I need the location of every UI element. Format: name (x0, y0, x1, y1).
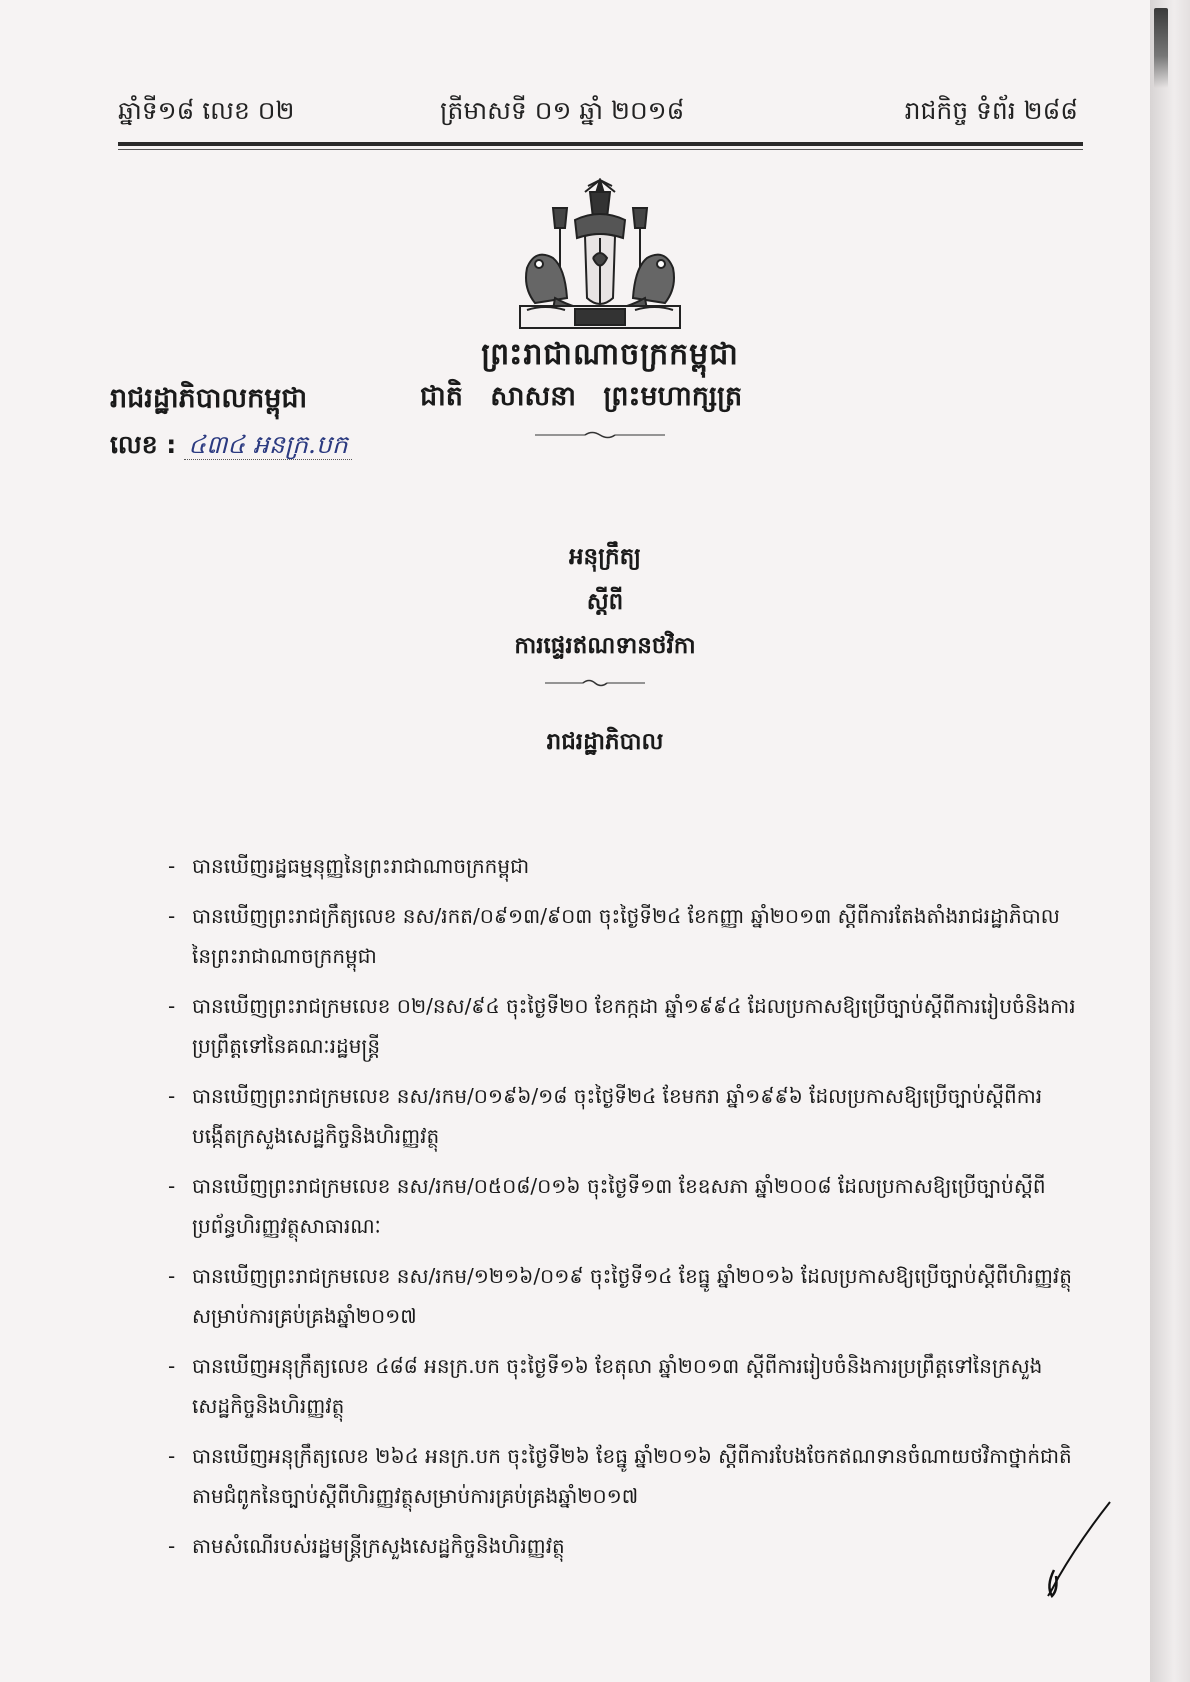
list-item: - បានឃើញព្រះរាជក្រមលេខ ០២/នស/៩៤ ចុះថ្ងៃទី២០ ខែកក្កដា ឆ្នាំ១៩៩៤ ដែលប្រកាសឱ្យប្រើច្បាប់ស្តីពីការរៀបចំនិងការប្រព្រឹត្តទៅនៃគណៈរដ្ឋមន្ត្រី (168, 986, 1078, 1066)
initials-signature (1040, 1500, 1115, 1600)
list-item: - បានឃើញព្រះរាជក្រមលេខ នស/រកម/១២១៦/០១៩ ចុះថ្ងៃទី១៤ ខែធ្នូ ឆ្នាំ២០១៦ ដែលប្រកាសឱ្យប្រើច្បាប់ស្តីពីហិរញ្ញវត្ថុសម្រាប់ការគ្រប់គ្រងឆ្នាំ២០១៧ (168, 1256, 1078, 1336)
gazette-quarter: ត្រីមាសទី ០១ ឆ្នាំ ២០១៨ (440, 96, 685, 125)
royal-arms-emblem (515, 178, 685, 338)
document-number-value: ៤៣៤ អនក្រ.បក (184, 430, 351, 460)
document-type: អនុក្រឹត្យ (568, 544, 642, 570)
list-item: - បានឃើញរដ្ឋធម្មនុញ្ញនៃព្រះរាជាណាចក្រកម្ពុជា (168, 846, 1078, 886)
header-rule-thin (118, 149, 1083, 150)
list-item: - បានឃើញអនុក្រឹត្យលេខ ២៦៤ អនក្រ.បក ចុះថ្ងៃទី២៦ ខែធ្នូ ឆ្នាំ២០១៦ ស្តីពីការបែងចែកឥណទានចំណាយថវិកាថ្នាក់ជាតិតាមជំពូកនៃច្បាប់ស្តីពីហិរញ្ញវត្ថុសម្រាប់ការគ្រប់គ្រងឆ្នាំ២០១៧ (168, 1436, 1078, 1516)
list-item: - បានឃើញអនុក្រឹត្យលេខ ៤៨៨ អនក្រ.បក ចុះថ្ងៃទី១៦ ខែតុលា ឆ្នាំ២០១៣ ស្តីពីការរៀបចំនិងការប្រព្រឹត្តទៅនៃក្រសួងសេដ្ឋកិច្ចនិងហិរញ្ញវត្ថុ (168, 1346, 1078, 1426)
scan-edge-mark (1154, 8, 1168, 88)
gazette-page-number: រាជកិច្ច ទំព័រ ២៨៨ (904, 96, 1078, 125)
preamble-list (168, 846, 1078, 1576)
gazette-year-issue: ឆ្នាំទី១៨ លេខ ០២ (118, 96, 295, 125)
divider-ornament-2 (545, 678, 645, 688)
document-subject: ការផ្ទេរឥណទានថវិកា (514, 633, 696, 659)
government-label: រាជរដ្ឋាភិបាលកម្ពុជា (110, 383, 308, 414)
kingdom-heading: ព្រះរាជាណាចក្រកម្ពុជា (481, 337, 739, 372)
title-about: ស្តីពី (586, 589, 624, 615)
list-item: - បានឃើញព្រះរាជក្រមលេខ នស/រកម/០១៩៦/១៨ ចុះថ្ងៃទី២៤ ខែមករា ឆ្នាំ១៩៩៦ ដែលប្រកាសឱ្យប្រើច្បាប់ស្តីពីការបង្កើតក្រសួងសេដ្ឋកិច្ចនិងហិរញ្ញវត្ថុ (168, 1076, 1078, 1156)
header-rule (118, 142, 1083, 146)
document-number (110, 430, 352, 466)
list-item: - បានឃើញព្រះរាជក្រមលេខ នស/រកម/០៥០៨/០១៦ ចុះថ្ងៃទី១៣ ខែឧសភា ឆ្នាំ២០០៨ ដែលប្រកាសឱ្យប្រើច្បាប់ស្តីពីប្រព័ន្ធហិរញ្ញវត្ថុសាធារណៈ (168, 1166, 1078, 1246)
document-number-label: លេខ : (110, 430, 177, 459)
issuer-heading: រាជរដ្ឋាភិបាល (546, 729, 664, 755)
list-item: - បានឃើញព្រះរាជក្រឹត្យលេខ នស/រកត/០៩១៣/៩០៣ ចុះថ្ងៃទី២៤ ខែកញ្ញា ឆ្នាំ២០១៣ ស្តីពីការតែងតាំងរាជរដ្ឋាភិបាលនៃព្រះរាជាណាចក្រកម្ពុជា (168, 896, 1078, 976)
divider-ornament (535, 430, 665, 440)
national-motto: ជាតិ សាសនា ព្រះមហាក្សត្រ (420, 381, 743, 412)
scan-edge (1150, 0, 1190, 1682)
list-item: - តាមសំណើរបស់រដ្ឋមន្ត្រីក្រសួងសេដ្ឋកិច្ចនិងហិរញ្ញវត្ថុ (168, 1526, 1078, 1566)
